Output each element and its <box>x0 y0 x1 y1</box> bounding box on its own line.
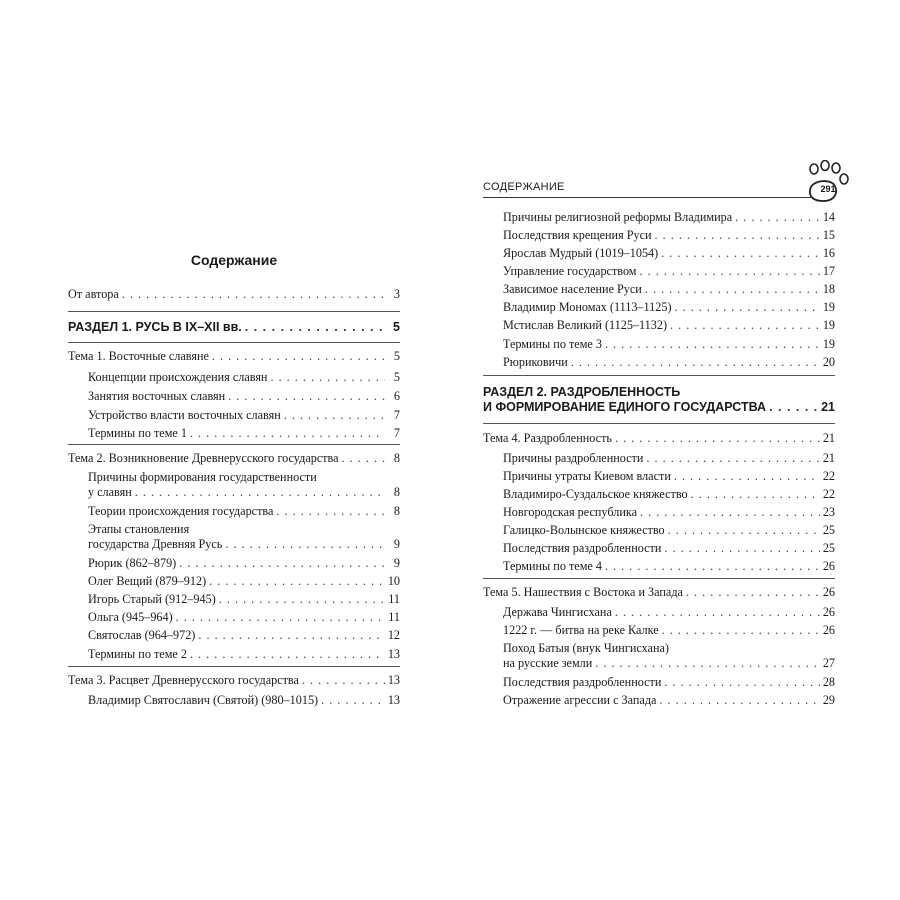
entry-text-line1: Этапы становления <box>88 522 190 536</box>
page-number: 291 <box>820 184 836 194</box>
toc-entry <box>88 693 400 708</box>
entry-text: Мстислав Великий (1125–1132) <box>503 318 668 332</box>
entry-text: Занятия восточных славян <box>88 389 226 403</box>
entry-text: государства Древняя Русь <box>88 537 223 551</box>
entry-text: Концепции происхождения славян <box>88 370 268 384</box>
entry-page: 29 <box>822 693 835 707</box>
entry-page: 22 <box>822 469 835 483</box>
entry-page: 18 <box>822 282 835 296</box>
entry-page: 13 <box>387 673 400 687</box>
entry-page: 15 <box>822 228 835 242</box>
entry-page: 21 <box>822 431 835 445</box>
entry-page: 9 <box>393 537 400 551</box>
section-heading <box>483 385 835 415</box>
entry-text: От автора <box>68 287 119 301</box>
entry-text: Рюрик (862–879) <box>88 556 177 570</box>
toc-entry <box>503 469 835 484</box>
entry-text: РАЗДЕЛ 1. РУСЬ В IX–XII вв. <box>68 320 242 334</box>
entry-page: 10 <box>387 574 400 588</box>
entry-text-line1: Причины формирования государственности <box>88 470 317 484</box>
entry-text: Последствия раздробленности <box>503 541 662 555</box>
toc-entry <box>88 504 400 519</box>
entry-page: 5 <box>393 349 400 363</box>
entry-page: 3 <box>393 287 400 301</box>
section-divider <box>483 578 835 579</box>
entry-text: Владимир Святославич (Святой) (980–1015) <box>88 693 319 707</box>
entry-text: Теории происхождения государства <box>88 504 274 518</box>
toc-entry <box>88 470 400 500</box>
toc-entry <box>88 522 400 552</box>
entry-page: 6 <box>393 389 400 403</box>
entry-text: Причины религиозной реформы Владимира <box>503 210 733 224</box>
section-divider <box>483 423 835 424</box>
toc-entry <box>503 559 835 574</box>
toc-entry <box>88 592 400 607</box>
toc-entry <box>503 523 835 538</box>
paw-print-icon <box>805 160 851 206</box>
entry-text: Рюриковичи <box>503 355 568 369</box>
toc-entry <box>503 355 835 370</box>
entry-page: 7 <box>393 408 400 422</box>
entry-page: 5 <box>393 370 400 384</box>
entry-page: 25 <box>822 523 835 537</box>
entry-text: Термины по теме 4 <box>503 559 602 573</box>
entry-page: 26 <box>822 605 835 619</box>
entry-text: Тема 4. Раздробленность <box>483 431 612 445</box>
entry-text: Термины по теме 2 <box>88 647 187 661</box>
toc-entry <box>503 228 835 243</box>
entry-page: 28 <box>822 675 835 689</box>
toc-entry <box>503 693 835 708</box>
entry-page: 23 <box>822 505 835 519</box>
entry-text: Новгородская республика <box>503 505 638 519</box>
entry-page: 26 <box>822 623 835 637</box>
entry-text: Последствия крещения Руси <box>503 228 652 242</box>
entry-page: 20 <box>822 355 835 369</box>
entry-text: Тема 5. Нашествия с Востока и Запада <box>483 585 683 599</box>
toc-entry <box>503 605 835 620</box>
entry-text: Причины утраты Киевом власти <box>503 469 671 483</box>
entry-page: 12 <box>387 628 400 642</box>
section-divider <box>68 342 400 343</box>
entry-text: Ярослав Мудрый (1019–1054) <box>503 246 659 260</box>
header-rule <box>483 197 811 198</box>
toc-entry <box>503 505 835 520</box>
section-divider <box>68 444 400 445</box>
entry-page: 25 <box>822 541 835 555</box>
toc-entry <box>68 287 400 302</box>
section-divider <box>68 311 400 312</box>
entry-text: Владимир Мономах (1113–1125) <box>503 300 672 314</box>
entry-page: 17 <box>822 264 835 278</box>
entry-page: 11 <box>388 610 400 624</box>
section-heading <box>68 320 400 335</box>
entry-text: на русские земли <box>503 656 593 670</box>
entry-page: 5 <box>393 320 400 334</box>
entry-text: Термины по теме 1 <box>88 426 187 440</box>
running-head: СОДЕРЖАНИЕ <box>483 181 565 193</box>
entry-text: Управление государством <box>503 264 637 278</box>
entry-page: 19 <box>822 300 835 314</box>
toc-entry <box>503 675 835 690</box>
entry-page: 13 <box>387 693 400 707</box>
entry-text: Галицко-Волынское княжество <box>503 523 665 537</box>
toc-entry <box>88 610 400 625</box>
toc-entry <box>503 541 835 556</box>
toc-entry <box>88 370 400 385</box>
entry-page: 7 <box>393 426 400 440</box>
entry-text: Последствия раздробленности <box>503 675 662 689</box>
entry-text: Зависимое население Руси <box>503 282 642 296</box>
entry-text-line1: Поход Батыя (внук Чингисхана) <box>503 641 669 655</box>
toc-entry <box>68 673 400 688</box>
entry-page: 22 <box>822 487 835 501</box>
toc-title: Содержание <box>190 252 278 268</box>
entry-text: Тема 3. Расцвет Древнерусского государства <box>68 673 299 687</box>
entry-text: И ФОРМИРОВАНИЕ ЕДИНОГО ГОСУДАРСТВА <box>483 400 767 414</box>
entry-text-line1: РАЗДЕЛ 2. РАЗДРОБЛЕННОСТЬ <box>483 385 681 399</box>
entry-page: 8 <box>393 451 400 465</box>
entry-text: Устройство власти восточных славян <box>88 408 281 422</box>
entry-page: 26 <box>822 585 835 599</box>
entry-page: 19 <box>822 337 835 351</box>
toc-entry <box>503 641 835 671</box>
toc-entry <box>68 451 400 466</box>
entry-text: Тема 1. Восточные славяне <box>68 349 209 363</box>
entry-page: 9 <box>393 556 400 570</box>
entry-text: Святослав (964–972) <box>88 628 196 642</box>
entry-page: 13 <box>387 647 400 661</box>
entry-text: Игорь Старый (912–945) <box>88 592 216 606</box>
toc-entry <box>503 300 835 315</box>
toc-entry <box>88 408 400 423</box>
toc-entry <box>88 389 400 404</box>
entry-text: Причины раздробленности <box>503 451 644 465</box>
toc-entry <box>88 647 400 662</box>
entry-page: 21 <box>822 451 835 465</box>
toc-entry <box>503 246 835 261</box>
entry-text: Тема 2. Возникновение Древнерусского государства <box>68 451 339 465</box>
entry-text: Отражение агрессии с Запада <box>503 693 657 707</box>
section-divider <box>68 666 400 667</box>
toc-entry <box>88 628 400 643</box>
toc-entry <box>503 318 835 333</box>
toc-entry <box>503 282 835 297</box>
toc-entry <box>503 623 835 638</box>
toc-entry <box>483 431 835 446</box>
toc-entry <box>68 349 400 364</box>
entry-text: у славян <box>88 485 132 499</box>
entry-page: 8 <box>393 504 400 518</box>
entry-text: Олег Вещий (879–912) <box>88 574 207 588</box>
entry-text: Владимиро-Суздальское княжество <box>503 487 688 501</box>
toc-entry <box>503 487 835 502</box>
toc-entry <box>88 574 400 589</box>
entry-page: 26 <box>822 559 835 573</box>
entry-page: 21 <box>821 400 835 414</box>
entry-text: 1222 г. — битва на реке Калке <box>503 623 659 637</box>
section-divider <box>483 375 835 376</box>
entry-page: 11 <box>388 592 400 606</box>
entry-page: 27 <box>822 656 835 670</box>
entry-page: 16 <box>822 246 835 260</box>
entry-text: Держава Чингисхана <box>503 605 612 619</box>
toc-entry <box>88 556 400 571</box>
toc-entry <box>503 264 835 279</box>
toc-entry <box>503 451 835 466</box>
toc-entry <box>503 210 835 225</box>
toc-entry <box>503 337 835 352</box>
entry-text: Термины по теме 3 <box>503 337 602 351</box>
entry-text: Ольга (945–964) <box>88 610 173 624</box>
entry-page: 14 <box>822 210 835 224</box>
entry-page: 19 <box>822 318 835 332</box>
entry-page: 8 <box>393 485 400 499</box>
toc-entry <box>483 585 835 600</box>
toc-entry <box>88 426 400 441</box>
